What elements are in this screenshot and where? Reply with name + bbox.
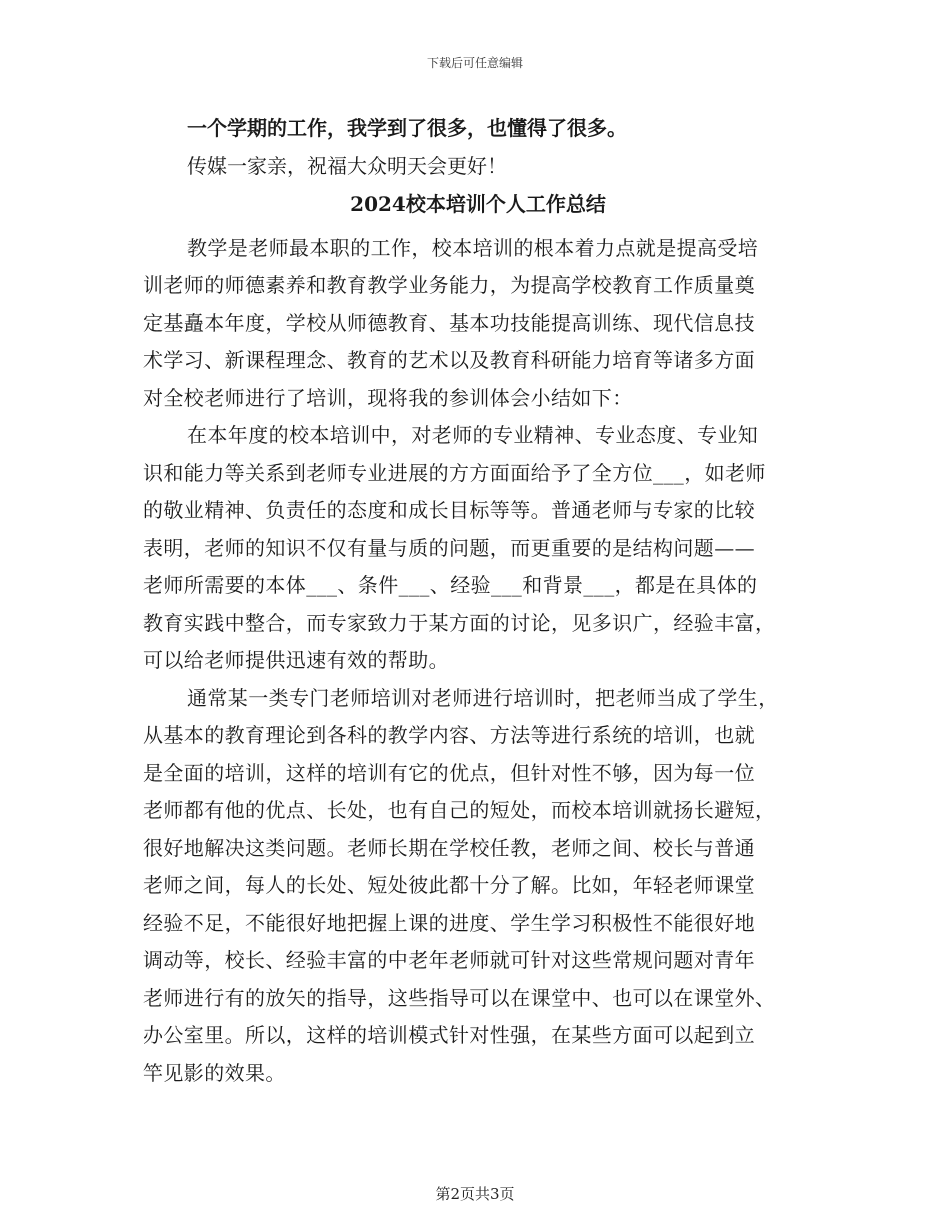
paragraph-line: 对全校老师进行了培训，现将我的参训体会小结如下： <box>143 385 633 410</box>
paragraph-line: 的敬业精神、负责任的态度和成长目标等等。普通老师与专家的比较 <box>143 498 755 522</box>
paragraph-line: 老师之间，每人的长处、短处彼此都十分了解。比如，年轻老师课堂 <box>143 873 755 897</box>
paragraph-line: 在本年度的校本培训中，对老师的专业精神、专业态度、专业知 <box>187 423 759 447</box>
document-title: 2024校本培训个人工作总结 <box>350 192 606 216</box>
paragraph-line: 是全面的培训，这样的培训有它的优点，但针对性不够，因为每一位 <box>143 760 755 785</box>
document-body <box>143 110 813 1092</box>
paragraph-line: 老师进行有的放矢的指导，这些指导可以在课堂中、也可以在课堂外、 <box>143 985 776 1010</box>
paragraph-line: 通常某一类专门老师培训对老师进行培训时，把老师当成了学生， <box>187 685 779 710</box>
paragraph-line: 调动等，校长、经验丰富的中老年老师就可针对这些常规问题对青年 <box>143 948 755 972</box>
paragraph-line: 定基矗本年度，学校从师德教育、基本功技能提高训练、现代信息技 <box>143 310 755 335</box>
paragraph-line: 表明，老师的知识不仅有量与质的问题，而更重要的是结构问题—— <box>143 535 755 560</box>
paragraph-line: 竿见影的效果。 <box>143 1060 286 1085</box>
paragraph-line: 可以给老师提供迅速有效的帮助。 <box>143 648 449 672</box>
paragraph-line: 教学是老师最本职的工作，校本培训的根本着力点就是提高受培 <box>187 235 759 260</box>
paragraph-line: 老师所需要的本体___、条件___、经验___和背景___，都是在具体的 <box>143 573 758 597</box>
paragraph-1 <box>143 230 813 418</box>
paragraph-3 <box>143 680 813 1093</box>
intro-line-1: 一个学期的工作，我学到了很多，也懂得了很多。 <box>187 116 627 140</box>
page-header-note: 下载后可任意编辑 <box>426 56 523 70</box>
paragraph-line: 教育实践中整合，而专家致力于某方面的讨论，见多识广，经验丰富， <box>143 610 776 635</box>
paragraph-line: 很好地解决这类问题。老师长期在学校任教，老师之间、校长与普通 <box>143 835 755 860</box>
paragraph-line: 老师都有他的优点、长处，也有自己的短处，而校本培训就扬长避短， <box>143 798 776 822</box>
paragraph-line: 识和能力等关系到老师专业进展的方方面面给予了全方位___，如老师 <box>143 460 766 485</box>
page-number-footer: 第2页共3页 <box>435 1185 515 1203</box>
paragraph-line: 经验不足，不能很好地把握上课的进度、学生学习积极性不能很好地 <box>143 910 755 935</box>
paragraph-line: 从基本的教育理论到各科的教学内容、方法等进行系统的培训，也就 <box>143 723 755 747</box>
paragraph-line: 术学习、新课程理念、教育的艺术以及教育科研能力培育等诸多方面 <box>143 348 755 372</box>
paragraph-2 <box>143 417 813 680</box>
paragraph-line: 办公室里。所以，这样的培训模式针对性强，在某些方面可以起到立 <box>143 1023 755 1047</box>
paragraph-line: 训老师的师德素养和教育教学业务能力，为提高学校教育工作质量奠 <box>143 273 755 297</box>
intro-line-2: 传媒一家亲，祝福大众明天会更好！ <box>187 153 507 178</box>
